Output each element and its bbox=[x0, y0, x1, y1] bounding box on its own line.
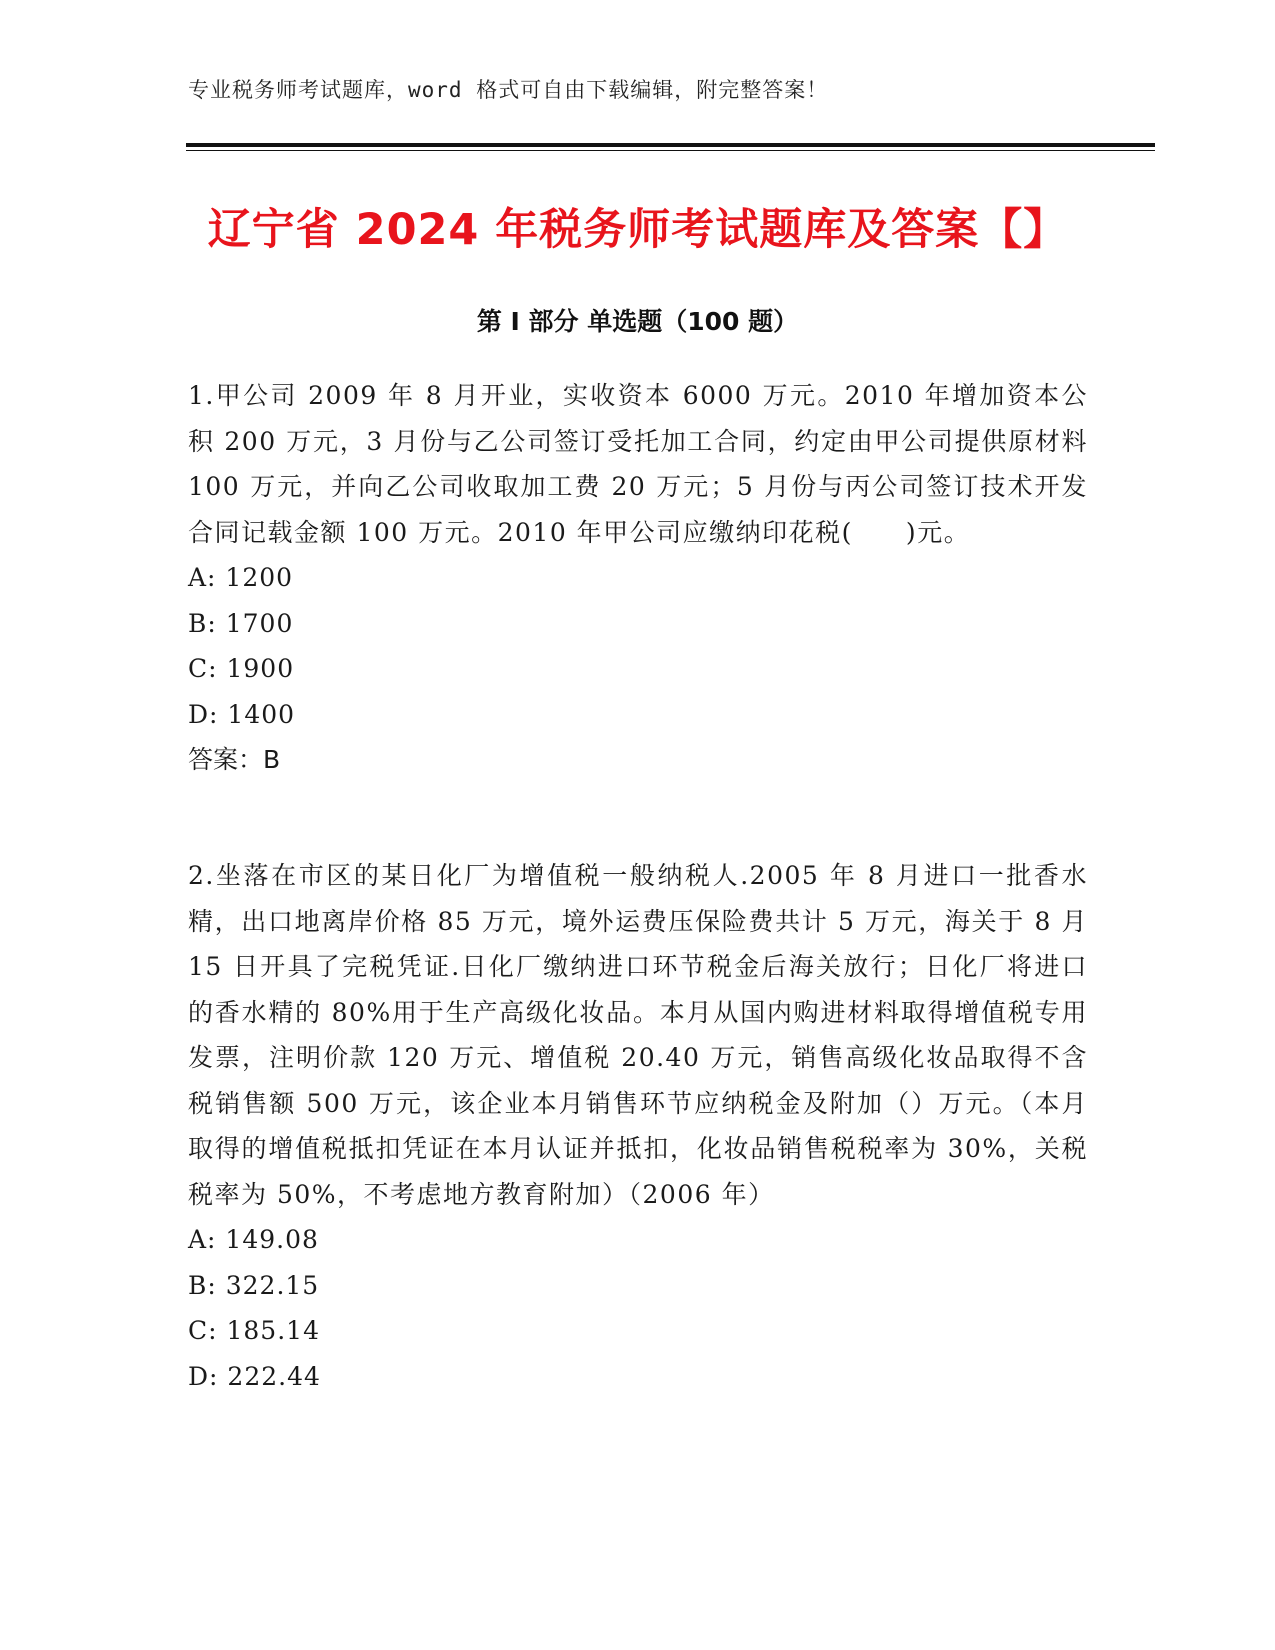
document-title: 辽宁省 2024 年税务师考试题库及答案【】 bbox=[207, 205, 1068, 255]
option-d: D: 1400 bbox=[188, 699, 296, 729]
header-note: 专业税务师考试题库，word 格式可自由下载编辑，附完整答案！ bbox=[188, 78, 829, 102]
option-a: A: 149.08 bbox=[188, 1225, 319, 1254]
option-c: C: 185.14 bbox=[188, 1316, 320, 1345]
question-text: 2.坐落在市区的某日化厂为增值税一般纳税人.2005 年 8 月进口一批香水精，出口地离岸价格 85 万元，境外运费压保险费共计 5 万元，海关于 8 月 15 日开具了完税凭证.日化厂缴纳进口环节税金后海关放行；日化厂将进口的香水精的 80%用于生产高级化妆品。本月从国内购进材料取得增值税专用发票，注明价款 120 万元、增值税 20.40 万元，销售高级化妆品取得不含税销售额 500 万元，该企业本月销售环节应纳税金及附加（）万元。（本月取得的增值税抵扣凭证在本月认证并抵扣，化妆品销售税税率为 30%，关税税率为 50%，不考虑地方教育附加）（2006 年） bbox=[188, 861, 1088, 1209]
option-a: A: 1200 bbox=[188, 563, 294, 592]
option-d: D: 222.44 bbox=[188, 1361, 321, 1391]
question-1 bbox=[188, 373, 1088, 783]
option-b: B: 322.15 bbox=[188, 1270, 320, 1300]
section-title: 第 I 部分 单选题（100 题） bbox=[476, 307, 799, 336]
option-b: B: 1700 bbox=[188, 608, 294, 638]
question-2 bbox=[188, 853, 1088, 1399]
option-c: C: 1900 bbox=[188, 654, 295, 683]
header-rule-thick bbox=[186, 143, 1155, 147]
answer-label: 答案：B bbox=[188, 745, 281, 774]
question-text: 1.甲公司 2009 年 8 月开业，实收资本 6000 万元。2010 年增加资本公积 200 万元，3 月份与乙公司签订受托加工合同，约定由甲公司提供原材料 100 万元，并向乙公司收取加工费 20 万元；5 月份与丙公司签订技术开发合同记载金额 100 万元。2010 年甲公司应缴纳印花税( )元。 bbox=[188, 381, 1088, 547]
header-rule-thin bbox=[186, 150, 1155, 151]
